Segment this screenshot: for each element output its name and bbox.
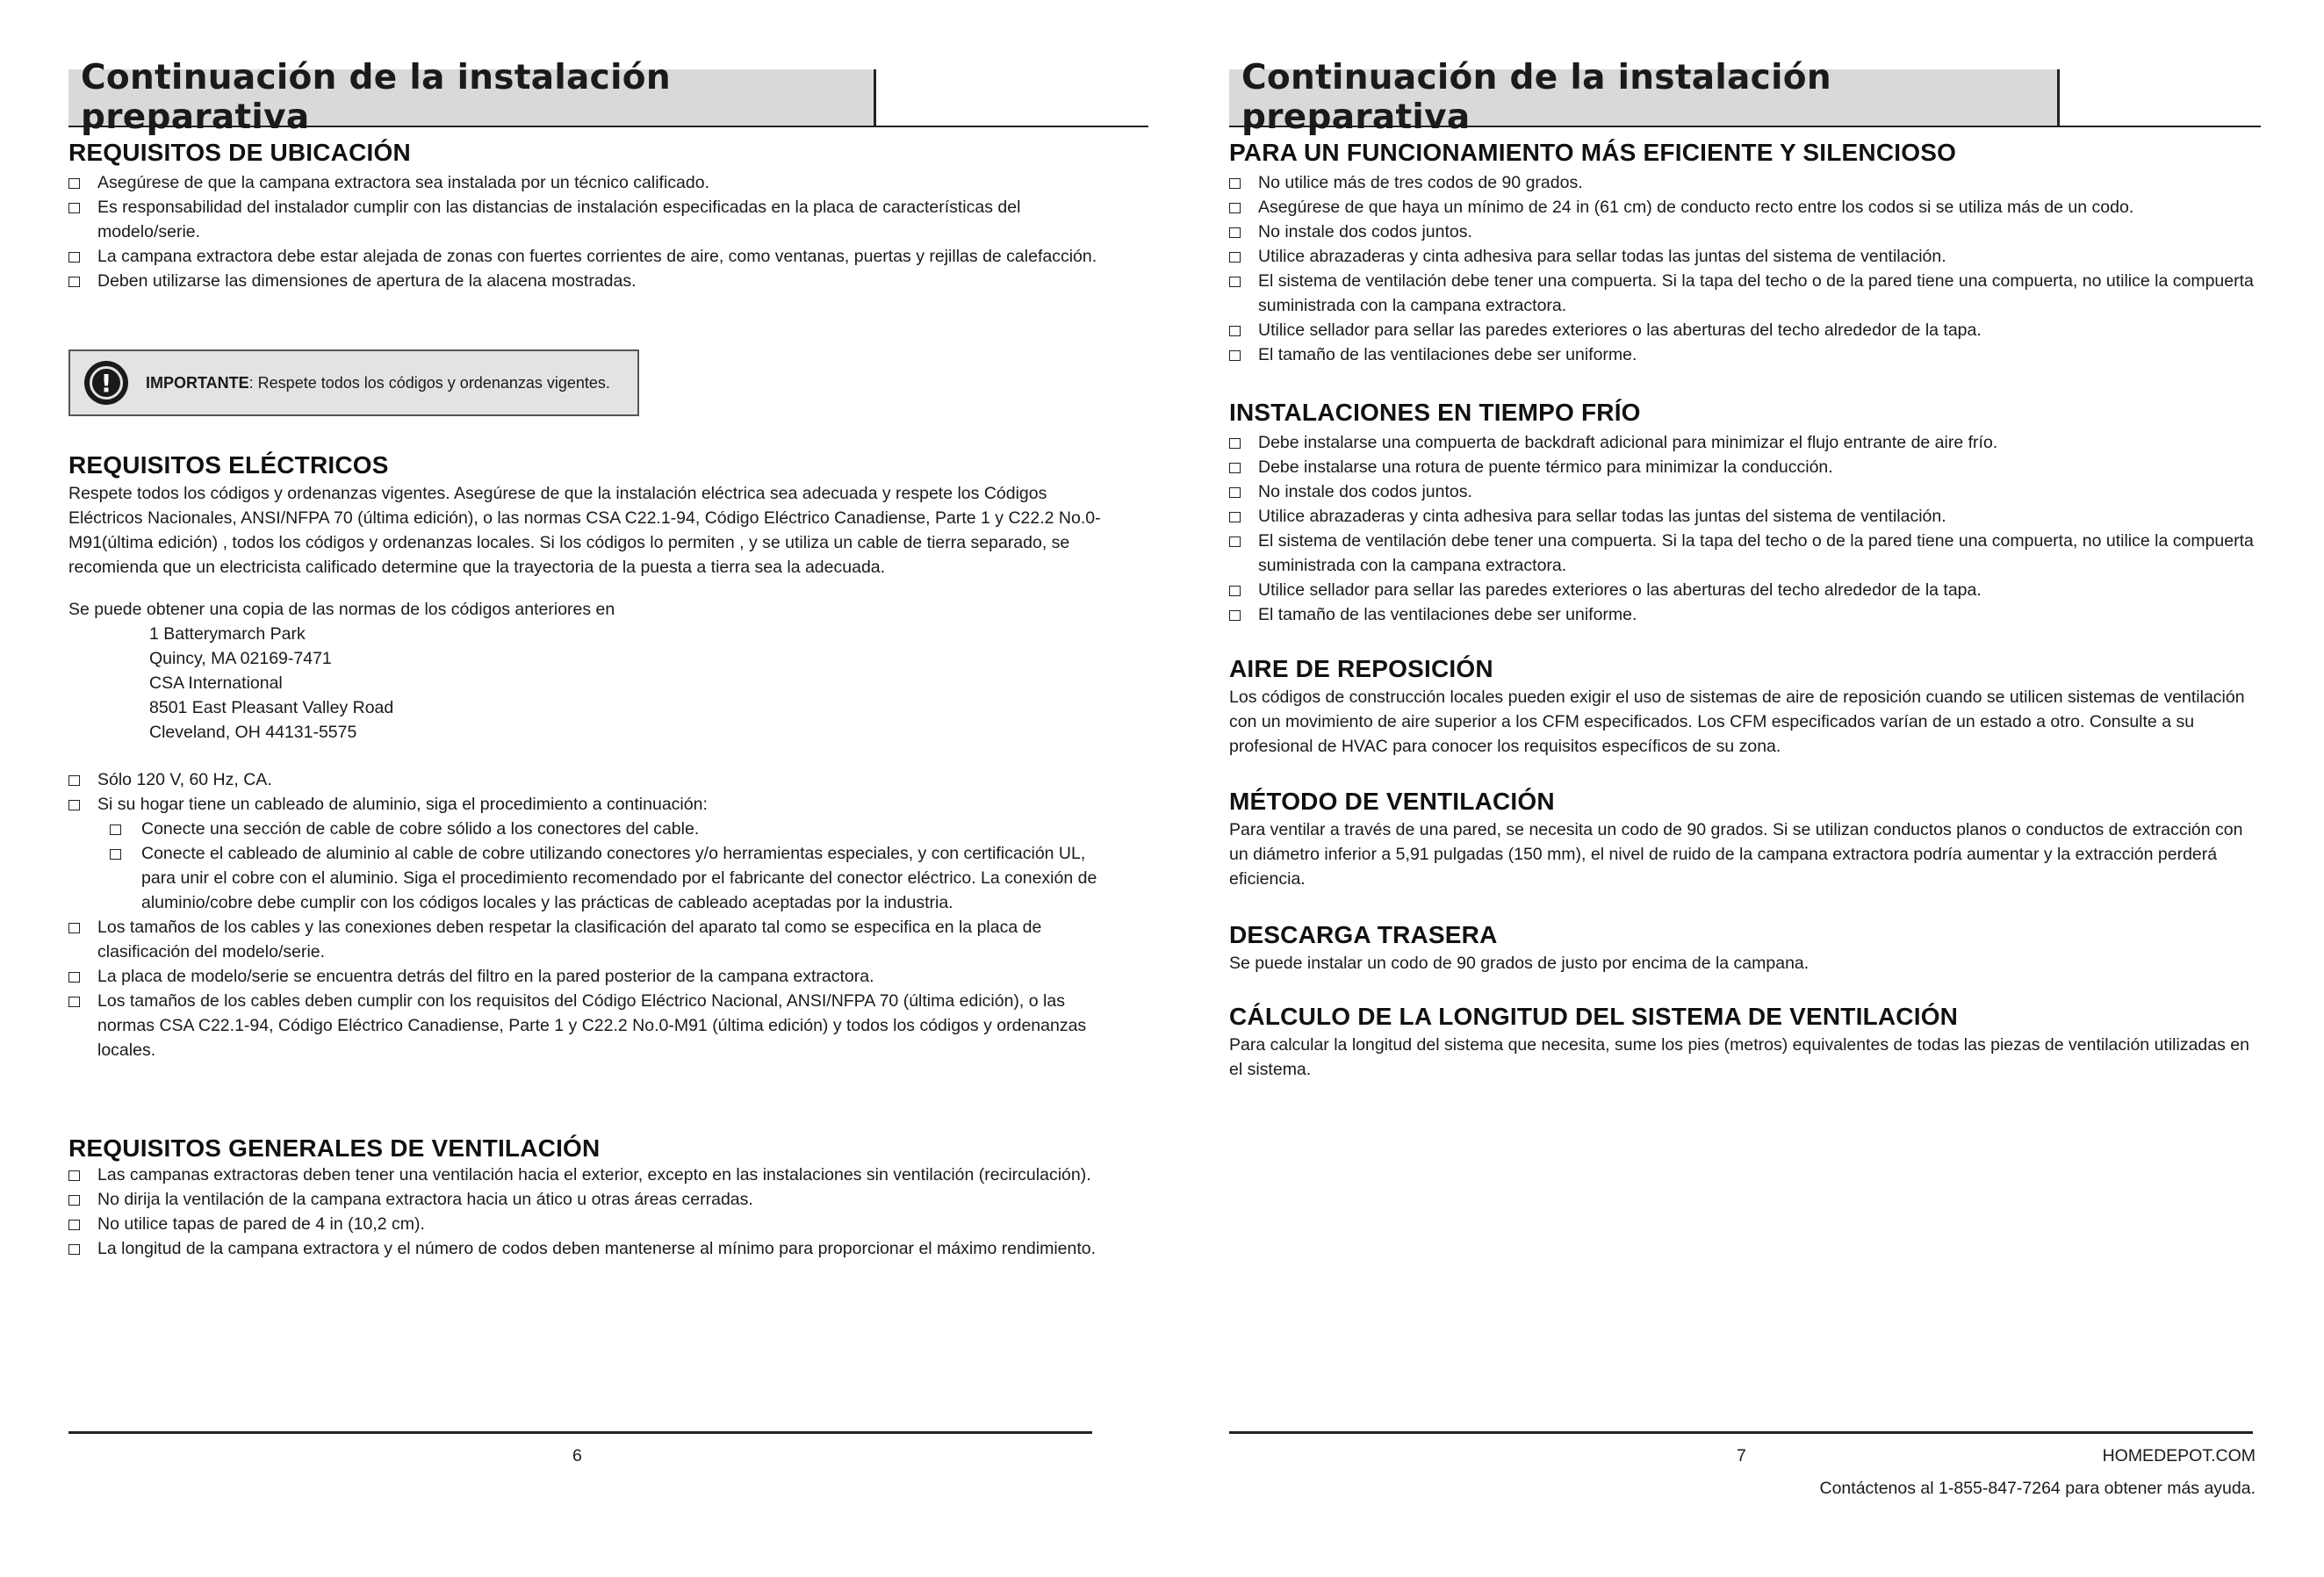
cold-list <box>1229 430 2261 627</box>
cold-list-item: Utilice abrazaderas y cinta adhesiva para sellar todas las juntas del sistema de ventilación. <box>1229 504 2261 529</box>
ventilation-list-item: No dirija la ventilación de la campana extractora hacia un ático u otras áreas cerradas. <box>68 1187 1104 1212</box>
electrical-list <box>68 767 1104 817</box>
left-header-title: Continuación de la instalación preparativa <box>81 58 671 137</box>
aluminum-sublist <box>110 817 1104 915</box>
rear-text: Se puede instalar un codo de 90 grados de justo por encima de la campana. <box>1229 954 1810 973</box>
calc-heading: CÁLCULO DE LA LONGITUD DEL SISTEMA DE VENTILACIÓN <box>1229 1003 1959 1030</box>
method-section <box>1229 788 2261 891</box>
location-list-item: Deben utilizarse las dimensiones de apertura de la alacena mostradas. <box>68 269 1104 293</box>
efficient-section <box>1229 139 2261 367</box>
efficient-list-item: Asegúrese de que haya un mínimo de 24 in (61 cm) de conducto recto entre los codos si se utiliza más de un codo. <box>1229 195 2261 220</box>
calc-section <box>1229 1003 2261 1082</box>
location-section <box>68 139 1104 293</box>
electrical-list-item: Los tamaños de los cables deben cumplir con los requisitos del Código Eléctrico Nacional, ANSI/NFPA 70 (última edición), o las normas CSA C22.1-94, Código Eléctrico Canadiense, Parte 1 y C22.2 No.0-M91 (última edición) y todos los códigos y ordenanzas locales. <box>68 989 1104 1062</box>
location-list <box>68 170 1104 293</box>
electrical-list-2 <box>68 915 1104 1062</box>
makeup-text: Los códigos de construcción locales pueden exigir el uso de sistemas de aire de reposición cuando se utilicen sistemas de ventilación con un movimiento de aire superior a los CFM especificados. Los CFM especificados varían de un estado a otro. Consulte a su profesional de HVAC para conocer los requisitos específicos de su zona. <box>1229 688 2245 756</box>
address-line: Quincy, MA 02169-7471 <box>149 649 332 668</box>
makeup-section <box>1229 655 2261 759</box>
aluminum-subitem: Conecte el cableado de aluminio al cable de cobre utilizando conectores y/o herramientas especiales, y con certificación UL, para unir el cobre con el aluminio. Siga el procedimiento recomendado por el fabricante del conector eléctrico. La conexión de aluminio/cobre debe cumplir con los códigos locales y las prácticas de cableado aceptadas por la industria. <box>110 841 1104 915</box>
method-text: Para ventilar a través de una pared, se necesita un codo de 90 grados. Si se utilizan conductos planos o conductos de extracción con un diámetro inferior a 5,91 pulgadas (150 mm), el nivel de ruido de la campana extractora podría aumentar y la extracción perderá eficiencia. <box>1229 820 2243 889</box>
cold-list-item: No instale dos codos juntos. <box>1229 479 2261 504</box>
address-line: CSA International <box>149 673 283 693</box>
location-list-item: Asegúrese de que la campana extractora sea instalada por un técnico calificado. <box>68 170 1104 195</box>
location-heading: REQUISITOS DE UBICACIÓN <box>68 139 411 166</box>
important-text <box>146 374 610 392</box>
cold-list-item: Debe instalarse una rotura de puente térmico para minimizar la conducción. <box>1229 455 2261 479</box>
electrical-copy-note: Se puede obtener una copia de las normas de los códigos anteriores en <box>68 600 615 619</box>
efficient-list-item: No utilice más de tres codos de 90 grados. <box>1229 170 2261 195</box>
efficient-list <box>1229 170 2261 367</box>
ventilation-list-item: No utilice tapas de pared de 4 in (10,2 cm). <box>68 1212 1104 1236</box>
electrical-paragraph: Respete todos los códigos y ordenanzas vigentes. Asegúrese de que la instalación eléctrica sea adecuada y respete los Códigos Eléctricos Nacionales, ANSI/NFPA 70 (última edición), o las normas CSA C22.1-94, Código Eléctrico Canadiense, Parte 1 y C22.2 No.0-M91(última edición) , todos los códigos y ordenanzas locales. Si los códigos lo permiten , y se utiliza un cable de tierra separado, se recomienda que un electricista calificado determine que la trayectoria de la puesta a tierra sea la adecuada. <box>68 484 1101 577</box>
important-message: : Respete todos los códigos y ordenanzas vigentes. <box>248 373 610 392</box>
aluminum-subitem: Conecte una sección de cable de cobre sólido a los conectores del cable. <box>110 817 1104 841</box>
address-line: Cleveland, OH 44131-5575 <box>149 723 357 742</box>
ventilation-list <box>68 1163 1104 1261</box>
electrical-section <box>68 451 1104 1062</box>
right-section-header <box>1229 58 2261 137</box>
left-page <box>68 0 1148 1577</box>
right-header-box <box>1229 58 2060 137</box>
left-section-header <box>68 58 1148 137</box>
efficient-list-item: Utilice abrazaderas y cinta adhesiva para sellar todas las juntas del sistema de ventilación. <box>1229 244 2261 269</box>
efficient-list-item: Utilice sellador para sellar las paredes exteriores o las aberturas del techo alrededor de la tapa. <box>1229 318 2261 342</box>
rear-section <box>1229 921 2261 976</box>
site-url[interactable]: HOMEDEPOT.COM <box>2102 1446 2256 1465</box>
method-heading: MÉTODO DE VENTILACIÓN <box>1229 788 1555 815</box>
rear-heading: DESCARGA TRASERA <box>1229 921 1498 948</box>
address-line: 8501 East Pleasant Valley Road <box>149 698 394 717</box>
important-label: IMPORTANTE <box>146 373 249 392</box>
left-footer-rule <box>68 1431 1092 1434</box>
ventilation-list-item: Las campanas extractoras deben tener una ventilación hacia el exterior, excepto en las instalaciones sin ventilación (recirculación). <box>68 1163 1104 1187</box>
cold-list-item: El sistema de ventilación debe tener una compuerta. Si la tapa del techo o de la pared tiene una compuerta, no utilice la compuerta suministrada con la campana extractora. <box>1229 529 2261 578</box>
makeup-heading: AIRE DE REPOSICIÓN <box>1229 655 1493 682</box>
electrical-list-item: Los tamaños de los cables y las conexiones deben respetar la clasificación del aparato tal como se especifica en la placa de clasificación del modelo/serie. <box>68 915 1104 964</box>
efficient-list-item: El sistema de ventilación debe tener una compuerta. Si la tapa del techo o de la pared tiene una compuerta, no utilice la compuerta suministrada con la campana extractora. <box>1229 269 2261 318</box>
ventilation-list-item: La longitud de la campana extractora y el número de codos deben mantenerse al mínimo para proporcionar el máximo rendimiento. <box>68 1236 1104 1261</box>
electrical-list-item: Si su hogar tiene un cableado de aluminio, siga el procedimiento a continuación: <box>68 792 1104 817</box>
ventilation-heading: REQUISITOS GENERALES DE VENTILACIÓN <box>68 1134 601 1162</box>
cold-section <box>1229 399 2261 627</box>
important-notice <box>68 349 639 416</box>
standards-address <box>149 622 1104 745</box>
warning-icon: ! <box>84 361 128 405</box>
address-line: 1 Batterymarch Park <box>149 624 306 644</box>
electrical-list-item: Sólo 120 V, 60 Hz, CA. <box>68 767 1104 792</box>
efficient-heading: PARA UN FUNCIONAMIENTO MÁS EFICIENTE Y SILENCIOSO <box>1229 139 1957 166</box>
right-page <box>1229 0 2261 1577</box>
efficient-list-item: El tamaño de las ventilaciones debe ser uniforme. <box>1229 342 2261 367</box>
right-header-title: Continuación de la instalación preparativa <box>1241 58 1831 137</box>
location-list-item: Es responsabilidad del instalador cumplir con las distancias de instalación especificadas en la placa de características del modelo/serie. <box>68 195 1104 244</box>
ventilation-section <box>68 1134 1104 1261</box>
right-footer-rule <box>1229 1431 2253 1434</box>
right-page-number: 7 <box>1737 1446 1746 1465</box>
left-header-box <box>68 58 876 137</box>
electrical-heading: REQUISITOS ELÉCTRICOS <box>68 451 389 479</box>
contact-line: Contáctenos al 1-855-847-7264 para obtener más ayuda. <box>1819 1479 2256 1498</box>
cold-list-item: Debe instalarse una compuerta de backdraft adicional para minimizar el flujo entrante de aire frío. <box>1229 430 2261 455</box>
efficient-list-item: No instale dos codos juntos. <box>1229 220 2261 244</box>
calc-text: Para calcular la longitud del sistema que necesita, sume los pies (metros) equivalentes de todas las piezas de ventilación utilizadas en el sistema. <box>1229 1035 2249 1079</box>
cold-list-item: El tamaño de las ventilaciones debe ser uniforme. <box>1229 602 2261 627</box>
cold-heading: INSTALACIONES EN TIEMPO FRÍO <box>1229 399 1641 426</box>
location-list-item: La campana extractora debe estar alejada de zonas con fuertes corrientes de aire, como ventanas, puertas y rejillas de calefacción. <box>68 244 1104 269</box>
electrical-list-item: La placa de modelo/serie se encuentra detrás del filtro en la pared posterior de la campana extractora. <box>68 964 1104 989</box>
cold-list-item: Utilice sellador para sellar las paredes exteriores o las aberturas del techo alrededor de la tapa. <box>1229 578 2261 602</box>
left-page-number: 6 <box>572 1446 582 1465</box>
